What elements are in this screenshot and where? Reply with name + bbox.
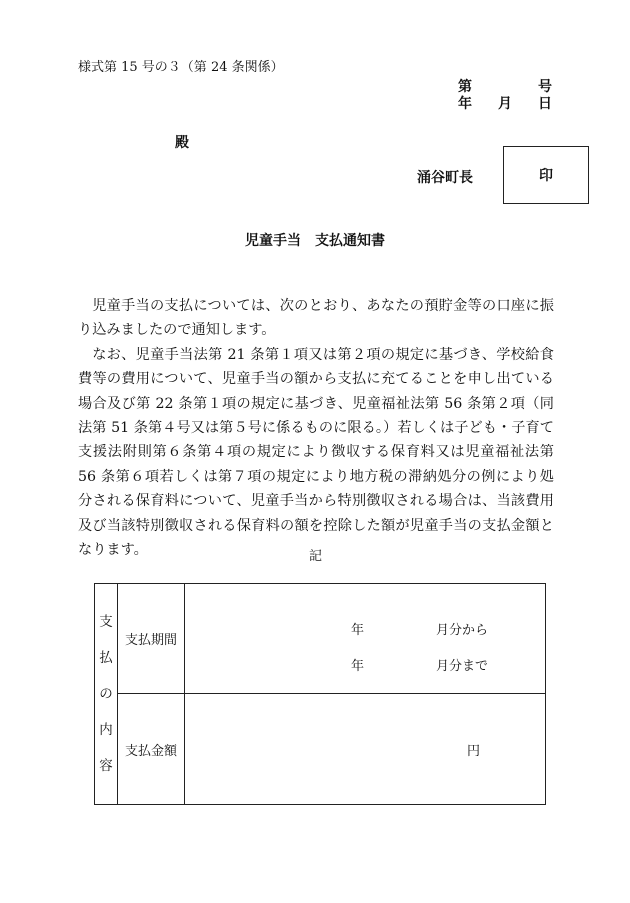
date-day: 日 bbox=[538, 96, 552, 112]
ki-label: 記 bbox=[309, 549, 323, 564]
date-year: 年 bbox=[458, 96, 472, 112]
issuer-name: 涌谷町長 bbox=[417, 170, 473, 186]
date-month: 月 bbox=[498, 96, 512, 112]
doc-number-suffix: 号 bbox=[538, 79, 552, 95]
period-label: 支払期間 bbox=[118, 584, 185, 694]
group-char: 容 bbox=[99, 758, 113, 774]
paragraph-note: なお、児童手当法第 21 条第１項又は第２項の規定に基づき、学校給食費等の費用について、児童手当の額から支払に充てることを申し出ている場合及び第 22 条第１項の規定に基づき、児童福祉法第 56 条第２項（同法第 51 条第４号又は第５号に係るものに限る。）若しくは子ども・子育て支援法附則第６条第４項の規定により徴収する保育料又は児童福祉法第 56 条第６項若しくは第７項の規定により地方税の滞納処分の例により処分される保育料について、児童手当から特別徴収される場合は、当該費用及び当該特別徴収される保育料の額を控除した額が児童手当の支払金額となります。 bbox=[78, 346, 554, 559]
period-to-year: 年 bbox=[351, 659, 365, 674]
amount-cell bbox=[185, 694, 546, 805]
form-number: 様式第 15 号の３（第 24 条関係） bbox=[78, 60, 284, 75]
group-char: 支 bbox=[99, 614, 113, 630]
doc-number-prefix: 第 bbox=[458, 79, 472, 95]
payment-contents-group-label bbox=[95, 584, 118, 805]
seal-box bbox=[503, 146, 589, 204]
period-from-year: 年 bbox=[351, 623, 365, 638]
period-to-month: 月分まで bbox=[436, 659, 489, 674]
payment-details-table bbox=[94, 583, 546, 805]
paragraph-notice: 児童手当の支払については、次のとおり、あなたの預貯金等の口座に振り込みましたので通知します。 bbox=[78, 298, 554, 339]
period-cell bbox=[185, 584, 546, 694]
body-text bbox=[78, 294, 554, 562]
group-char: 内 bbox=[99, 722, 113, 738]
period-from-month: 月分から bbox=[436, 623, 489, 638]
seal-label: 印 bbox=[539, 168, 553, 184]
recipient-suffix: 殿 bbox=[175, 135, 189, 151]
group-char: 払 bbox=[99, 650, 113, 666]
amount-unit: 円 bbox=[467, 744, 481, 759]
document-title: 児童手当 支払通知書 bbox=[245, 233, 385, 249]
amount-label: 支払金額 bbox=[118, 694, 185, 805]
group-char: の bbox=[99, 686, 113, 702]
